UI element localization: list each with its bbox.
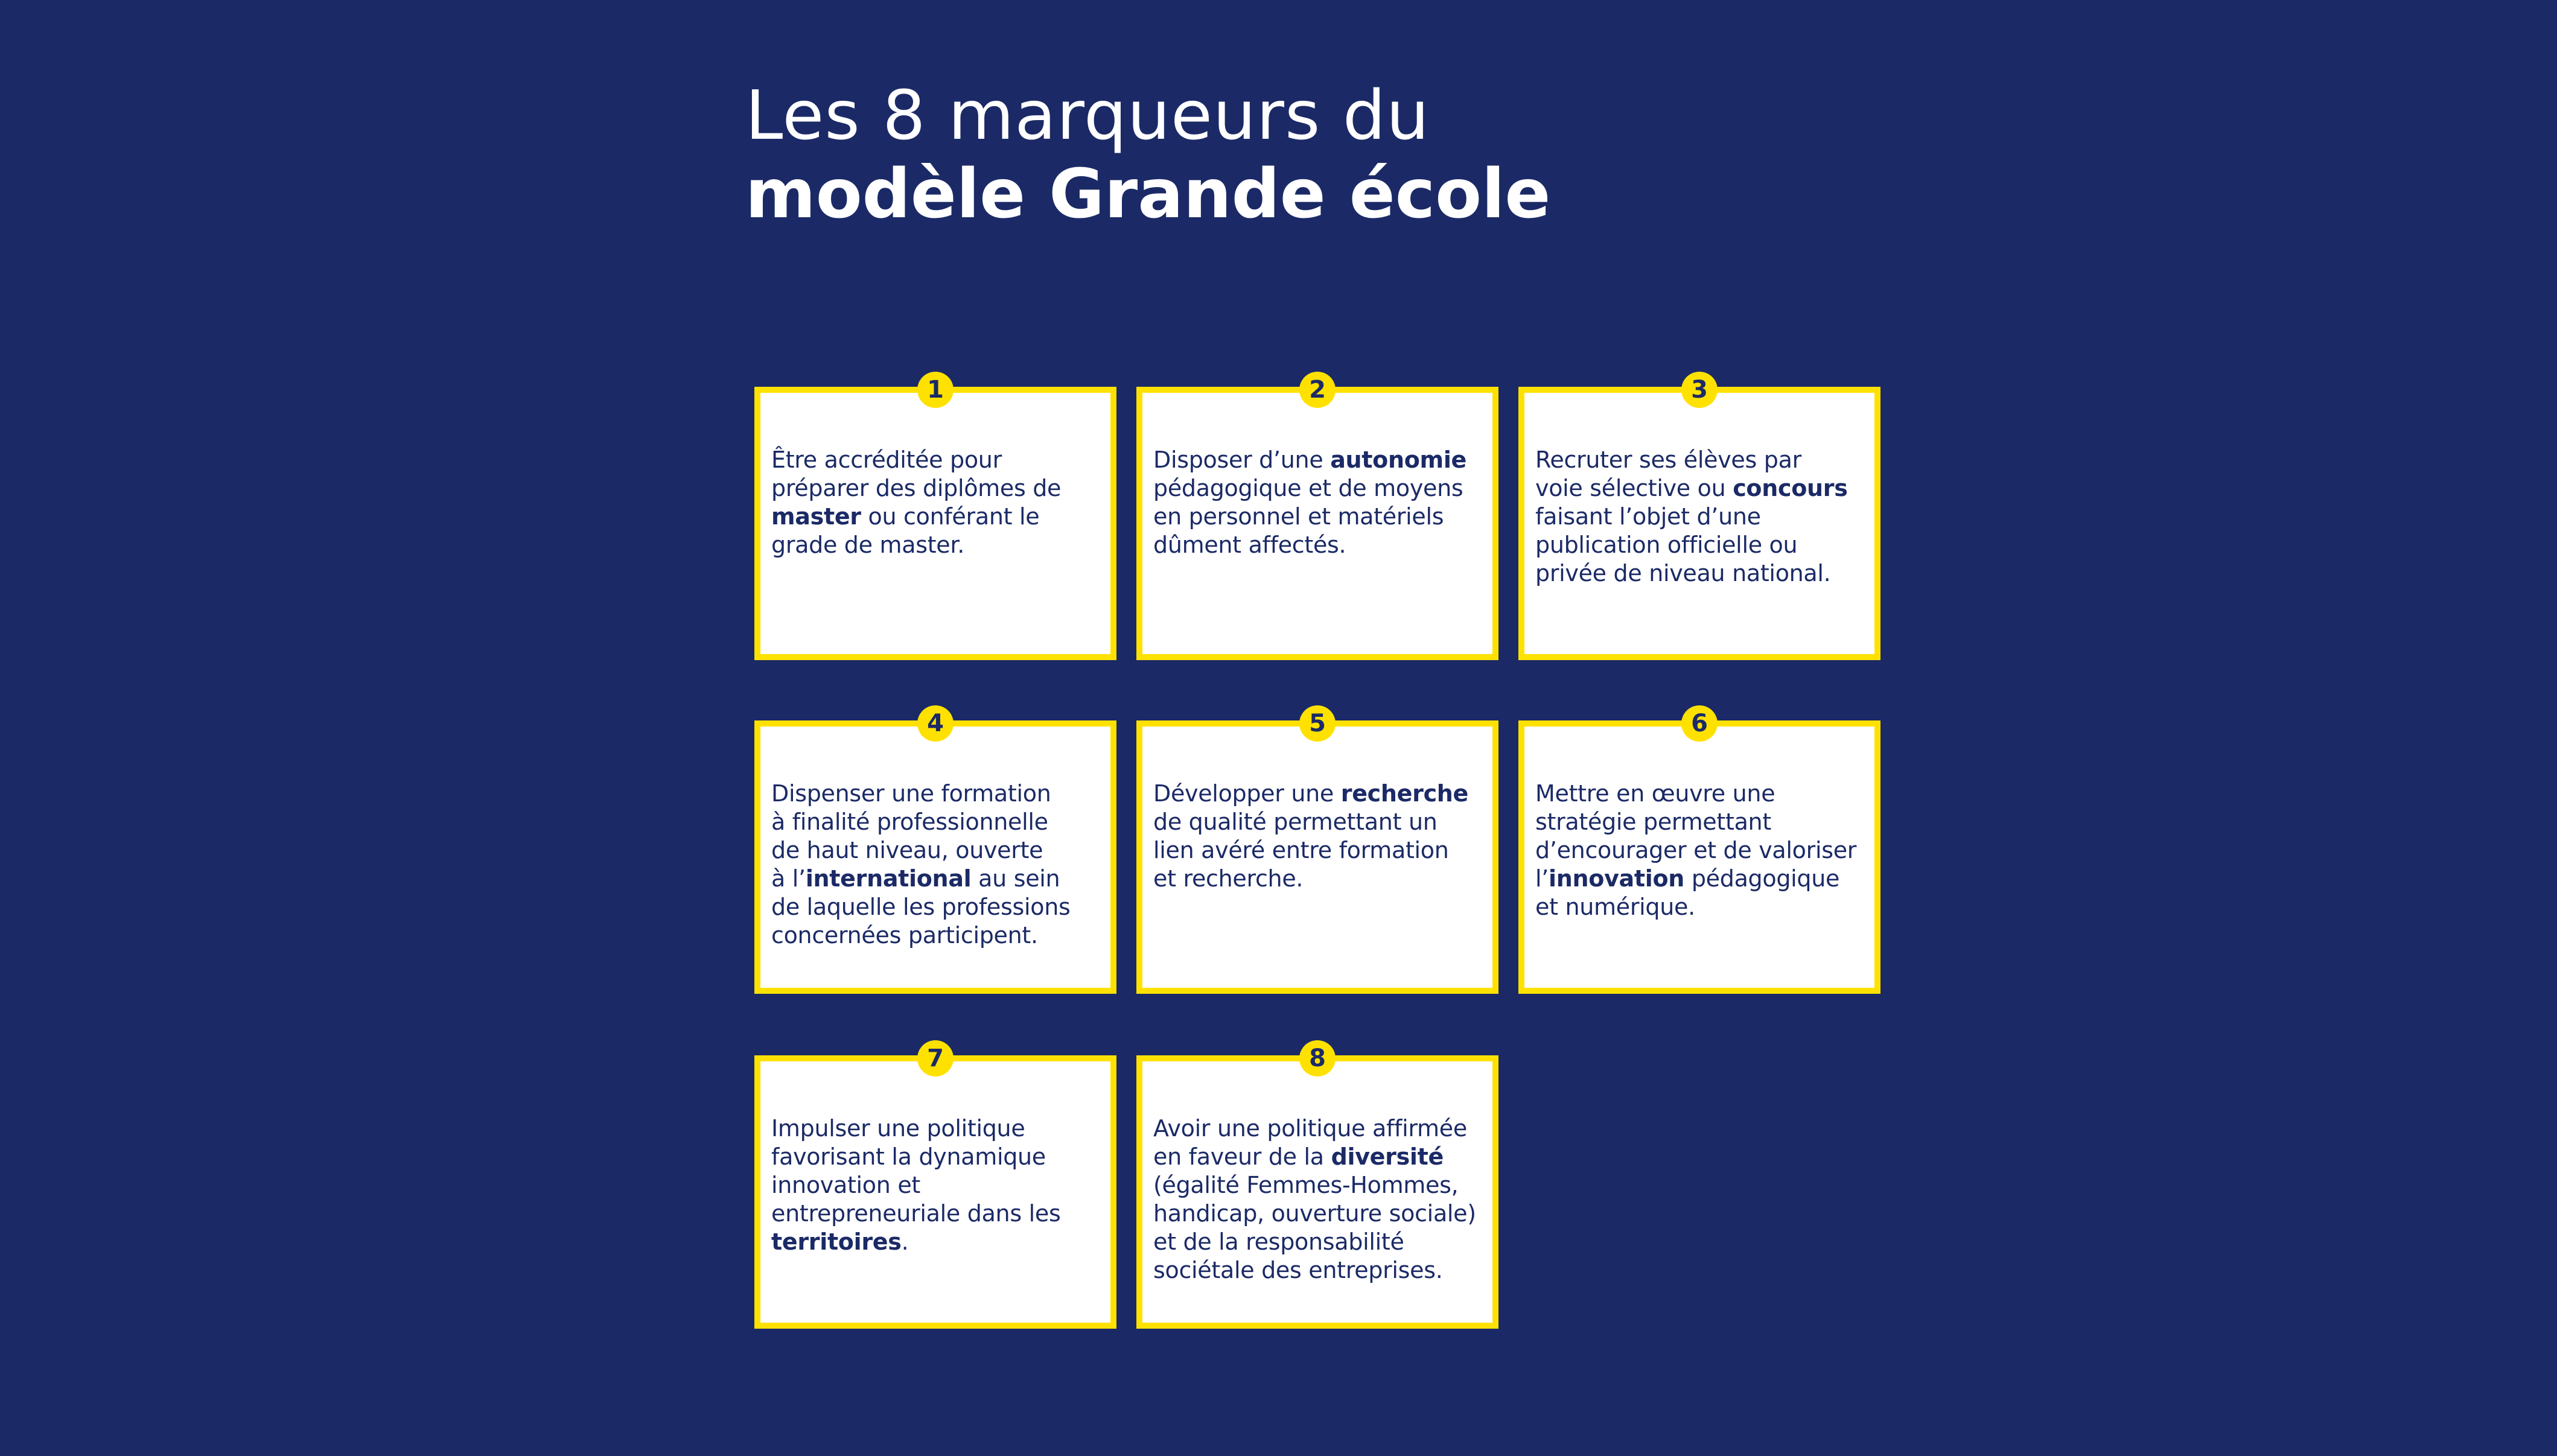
text-run: handicap, ouverture sociale) <box>1153 1200 1476 1227</box>
text-run: (égalité Femmes-Hommes, <box>1153 1172 1459 1198</box>
bold-keyword: recherche <box>1340 780 1469 807</box>
number-badge: 4 <box>917 705 954 742</box>
text-run: voie sélective ou <box>1535 475 1733 501</box>
card-text-line <box>1153 1200 1491 1228</box>
card-text-line <box>771 893 1109 921</box>
text-run: au sein <box>971 865 1060 892</box>
text-run: Dispenser une formation <box>771 780 1051 807</box>
card-text-line <box>771 1171 1109 1200</box>
card-text-line <box>771 446 1109 474</box>
number-badge: 7 <box>917 1040 954 1076</box>
card-text-line <box>771 780 1109 808</box>
card-text <box>1153 446 1491 559</box>
card-text-line <box>1153 474 1491 503</box>
card-text-line <box>1535 503 1873 531</box>
card-text-line <box>1153 865 1491 893</box>
text-run: et recherche. <box>1153 865 1304 892</box>
text-run: privée de niveau national. <box>1535 560 1831 587</box>
card-text-line <box>1153 1143 1491 1171</box>
card-text-line <box>771 1228 1109 1256</box>
bold-keyword: innovation <box>1549 865 1685 892</box>
text-run: pédagogique et de moyens <box>1153 475 1463 501</box>
bold-keyword: autonomie <box>1330 447 1467 473</box>
text-run: pédagogique <box>1684 865 1840 892</box>
marker-card-7 <box>754 1044 1116 1329</box>
card-text-line <box>1153 808 1491 836</box>
number-badge: 5 <box>1299 705 1336 742</box>
number-badge: 1 <box>917 372 954 408</box>
card-text-line <box>1153 531 1491 559</box>
text-run: et de la responsabilité <box>1153 1229 1404 1255</box>
card-text-line <box>771 531 1109 559</box>
text-run: ou conférant le <box>861 503 1040 530</box>
text-run: de haut niveau, ouverte <box>771 837 1043 863</box>
card-text-line <box>771 1200 1109 1228</box>
number-badge: 3 <box>1681 372 1718 408</box>
text-run: innovation et <box>771 1172 920 1198</box>
number-badge: 2 <box>1299 372 1336 408</box>
text-run: entrepreneuriale dans les <box>771 1200 1061 1227</box>
text-run: de qualité permettant un <box>1153 809 1438 835</box>
card-text-line <box>1535 865 1873 893</box>
text-run: faisant l’objet d’une <box>1535 503 1761 530</box>
bold-keyword: international <box>805 865 972 892</box>
marker-card-6 <box>1518 710 1880 994</box>
card-text-line <box>1153 1171 1491 1200</box>
text-run: à finalité professionnelle <box>771 809 1048 835</box>
text-run: de laquelle les professions <box>771 894 1071 920</box>
marker-card-8 <box>1136 1044 1498 1329</box>
card-text-line <box>1153 446 1491 474</box>
card-text-line <box>1535 531 1873 559</box>
text-run: favorisant la dynamique <box>771 1143 1046 1170</box>
text-run: Impulser une politique <box>771 1115 1025 1142</box>
marker-card-2 <box>1136 376 1498 660</box>
card-text-line <box>771 503 1109 531</box>
text-run: Être accréditée pour <box>771 447 1002 473</box>
card-text-line <box>771 808 1109 836</box>
card-text-line <box>771 865 1109 893</box>
number-badge: 6 <box>1681 705 1718 742</box>
number-badge: 8 <box>1299 1040 1336 1076</box>
text-run: concernées participent. <box>771 922 1038 949</box>
text-run: l’ <box>1535 865 1549 892</box>
marker-card-3 <box>1518 376 1880 660</box>
text-run: sociétale des entreprises. <box>1153 1257 1443 1283</box>
text-run: d’encourager et de valoriser <box>1535 837 1857 863</box>
card-text <box>1153 1114 1491 1285</box>
text-run: Recruter ses élèves par <box>1535 447 1801 473</box>
text-run: préparer des diplômes de <box>771 475 1062 501</box>
text-run: stratégie permettant <box>1535 809 1771 835</box>
card-text-line <box>1153 1256 1491 1285</box>
card-text-line <box>771 1114 1109 1143</box>
card-text-line <box>1535 446 1873 474</box>
text-run: en faveur de la <box>1153 1143 1331 1170</box>
text-run: Développer une <box>1153 780 1341 807</box>
text-run: dûment affectés. <box>1153 532 1346 558</box>
card-text-line <box>771 836 1109 865</box>
bold-keyword: territoires <box>771 1229 902 1255</box>
card-text <box>1153 780 1491 893</box>
card-text-line <box>1153 503 1491 531</box>
card-text-line <box>1535 893 1873 921</box>
title-line-2: modèle Grande école <box>745 154 1551 234</box>
bold-keyword: master <box>771 503 861 530</box>
card-text <box>771 780 1109 950</box>
page-title <box>745 77 1550 234</box>
card-text-line <box>1153 1228 1491 1256</box>
title-line-1: Les 8 marqueurs du <box>745 77 1430 155</box>
card-text-line <box>1535 836 1873 865</box>
card-text <box>1535 780 1873 921</box>
card-text-line <box>1535 474 1873 503</box>
text-run: grade de master. <box>771 532 964 558</box>
card-text-line <box>1535 559 1873 588</box>
bold-keyword: concours <box>1733 475 1848 501</box>
text-run: publication officielle ou <box>1535 532 1798 558</box>
text-run: Disposer d’une <box>1153 447 1331 473</box>
card-text-line <box>1153 836 1491 865</box>
text-run: Mettre en œuvre une <box>1535 780 1775 807</box>
text-run: . <box>901 1229 909 1255</box>
card-text-line <box>771 921 1109 950</box>
text-run: Avoir une politique affirmée <box>1153 1115 1467 1142</box>
card-text-line <box>1535 808 1873 836</box>
card-text-line <box>1153 780 1491 808</box>
marker-card-4 <box>754 710 1116 994</box>
marker-card-5 <box>1136 710 1498 994</box>
card-text-line <box>1535 780 1873 808</box>
card-text <box>771 446 1109 559</box>
bold-keyword: diversité <box>1331 1143 1444 1170</box>
text-run: et numérique. <box>1535 894 1695 920</box>
text-run: lien avéré entre formation <box>1153 837 1449 863</box>
card-text-line <box>771 1143 1109 1171</box>
marker-card-1 <box>754 376 1116 660</box>
text-run: à l’ <box>771 865 806 892</box>
card-text-line <box>1153 1114 1491 1143</box>
card-text-line <box>771 474 1109 503</box>
card-text <box>1535 446 1873 588</box>
card-text <box>771 1114 1109 1256</box>
text-run: en personnel et matériels <box>1153 503 1444 530</box>
